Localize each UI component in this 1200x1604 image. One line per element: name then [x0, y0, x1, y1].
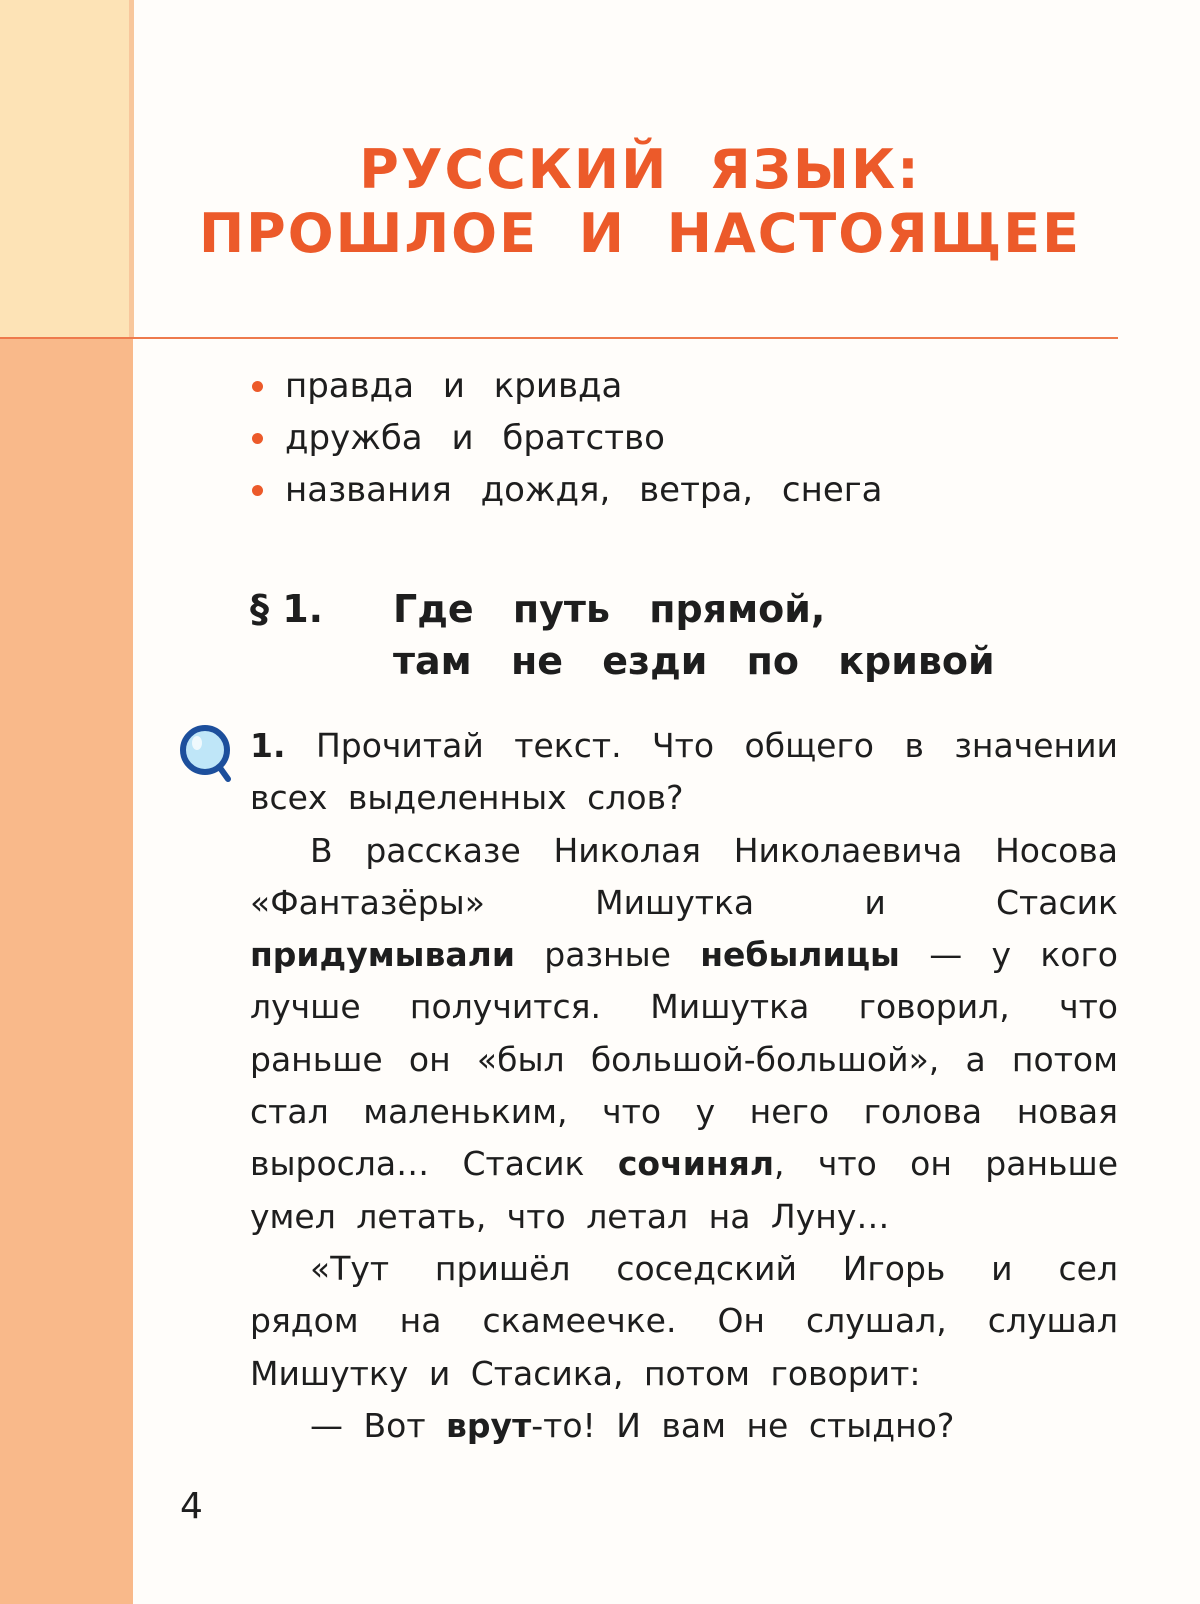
bullet-dot-icon — [252, 485, 263, 496]
chapter-title — [140, 138, 1140, 266]
margin-band-bottom — [0, 338, 133, 1604]
topic-item — [250, 360, 882, 412]
topic-item — [250, 412, 882, 464]
story-text: — Вот — [310, 1405, 447, 1445]
chapter-title-line2: ПРОШЛОЕ И НАСТОЯЩЕЕ — [198, 202, 1082, 265]
section-title — [393, 583, 995, 687]
section-title-line2: там не езди по кривой — [393, 639, 995, 683]
highlighted-word: врут — [446, 1405, 532, 1445]
topic-text: правда и кривда — [285, 366, 623, 406]
highlighted-word: сочинял — [617, 1144, 775, 1184]
magnifier-icon — [178, 723, 236, 785]
topic-list — [250, 360, 882, 516]
story-paragraph-1 — [250, 825, 1118, 1243]
page-number: 4 — [180, 1486, 203, 1527]
bullet-dot-icon — [252, 433, 263, 444]
section-number: § 1. — [250, 587, 324, 631]
task-number: 1. — [250, 726, 286, 765]
topic-text: дружба и братство — [285, 418, 665, 458]
margin-band-top — [0, 0, 133, 338]
story-text: -то! И вам не стыдно? — [531, 1405, 955, 1445]
story-paragraph-2: «Тут пришёл соседский Игорь и сел рядом на скамеечке. Он слушал, слушал Мишутку и Стасика, потом говорит: — [250, 1248, 1118, 1393]
margin-band-edge — [129, 0, 134, 338]
task-prompt — [250, 720, 1118, 825]
section-title-line1: Где путь прямой, — [393, 587, 826, 631]
task-1 — [250, 720, 1118, 1452]
highlighted-word: небылицы — [700, 935, 900, 975]
header-divider — [0, 337, 1118, 339]
topic-text: названия дождя, ветра, снега — [285, 470, 883, 510]
highlighted-word: придумывали — [250, 935, 515, 975]
story-text: разные — [514, 935, 701, 975]
bullet-dot-icon — [252, 381, 263, 392]
chapter-title-line1: РУССКИЙ ЯЗЫК: — [359, 138, 921, 201]
story-text: — у кого лучше получится. Мишутка говорил, что раньше он «был большой-большой», а потом стал маленьким, что у него голова новая выросла… Стасик — [250, 935, 1118, 1184]
story-paragraph-3 — [250, 1400, 1118, 1452]
story-text: , что он раньше умел летать, что летал на Луну… — [250, 1144, 1119, 1236]
story-text: В рассказе Николая Николаевича Носова «Фантазёры» Мишутка и Стасик — [250, 830, 1118, 922]
topic-item — [250, 464, 882, 516]
task-prompt-text: Прочитай текст. Что общего в значении всех выделенных слов? — [250, 726, 1118, 818]
